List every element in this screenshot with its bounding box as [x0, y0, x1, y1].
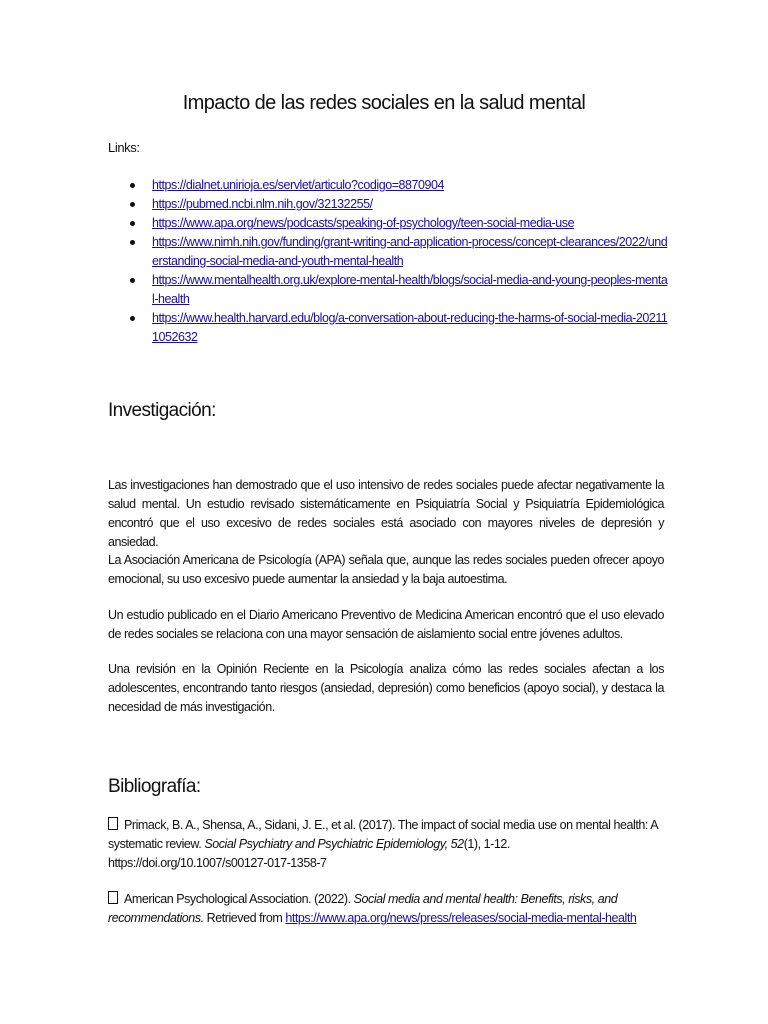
reference-2-rest: Retrieved from	[203, 911, 286, 925]
reference-2	[108, 890, 664, 928]
link-nimh[interactable]: https://www.nimh.nih.gov/funding/grant-writing-and-application-process/concept-clearances/2022/understanding-social-media-and-youth-mental-health	[152, 235, 668, 268]
paragraph-3: Un estudio publicado en el Diario Americano Preventivo de Medicina American encontró que el uso elevado de redes sociales se relaciona con una mayor sensación de aislamiento social entre jóvenes adultos.	[108, 608, 664, 641]
bullet-icon	[130, 316, 135, 321]
paragraph-4: Una revisión en la Opinión Reciente en la Psicología analiza cómo las redes sociales afectan a los adolescentes, encontrando tanto riesgos (ansiedad, depresión) como beneficios (apoyo social), y destaca la necesidad de más investigación.	[108, 662, 664, 714]
reference-2-title: Social media and mental health: Benefits, risks, and recommendations.	[108, 892, 618, 925]
bullet-icon	[130, 183, 135, 188]
link-mentalhealth-uk[interactable]: https://www.mentalhealth.org.uk/explore-mental-health/blogs/social-media-and-young-peoples-mental-health	[152, 273, 668, 306]
paragraph-1: Las investigaciones han demostrado que el uso intensivo de redes sociales puede afectar negativamente la salud mental. Un estudio revisado sistemáticamente en Psiquiatría Social y Psiquiatría Epidemiológica encontró que el uso excesivo de redes sociales está asociado con mayores niveles de depresión y ansiedad.	[108, 478, 664, 549]
list-item	[108, 233, 668, 271]
list-item	[108, 214, 668, 233]
reference-1-journal: Social Psychiatry and Psychiatric Epidemiology, 52	[204, 837, 464, 851]
link-apa-podcast[interactable]: https://www.apa.org/news/podcasts/speaking-of-psychology/teen-social-media-use	[152, 216, 575, 230]
reference-2-authors: American Psychological Association. (2022).	[124, 892, 354, 906]
link-pubmed[interactable]: https://pubmed.ncbi.nlm.nih.gov/32132255/	[152, 197, 373, 211]
reference-1-authors: Primack, B. A., Shensa, A., Sidani, J. E., et al. (2017). The impact of social media use on mental health: A systematic review.	[108, 818, 658, 851]
bullet-icon	[130, 240, 135, 245]
missing-glyph-icon	[108, 891, 118, 904]
reference-1	[108, 816, 664, 873]
document-title: Impacto de las redes sociales en la salud mental	[182, 92, 586, 114]
reference-1-rest: (1), 1-12. https://doi.org/10.1007/s00127-017-1358-7	[108, 837, 510, 870]
reference-2-link[interactable]: https://www.apa.org/news/press/releases/social-media-mental-health	[285, 911, 637, 925]
list-item	[108, 176, 668, 195]
bullet-icon	[130, 278, 135, 283]
missing-glyph-icon	[108, 817, 118, 830]
bibliografia-heading: Bibliografía:	[108, 776, 201, 797]
list-item	[108, 195, 668, 214]
link-dialnet[interactable]: https://dialnet.unirioja.es/servlet/articulo?codigo=8870904	[152, 178, 445, 192]
bullet-icon	[130, 202, 135, 207]
list-item	[108, 271, 668, 309]
bullet-icon	[130, 221, 135, 226]
paragraph-2: La Asociación Americana de Psicología (APA) señala que, aunque las redes sociales pueden ofrecer apoyo emocional, su uso excesivo puede aumentar la ansiedad y la baja autoestima.	[108, 553, 664, 586]
investigacion-heading: Investigación:	[108, 400, 216, 421]
links-label: Links:	[108, 140, 140, 155]
link-harvard-health[interactable]: https://www.health.harvard.edu/blog/a-conversation-about-reducing-the-harms-of-social-media-202111052632	[152, 311, 668, 344]
links-list	[108, 176, 668, 347]
list-item	[108, 309, 668, 347]
